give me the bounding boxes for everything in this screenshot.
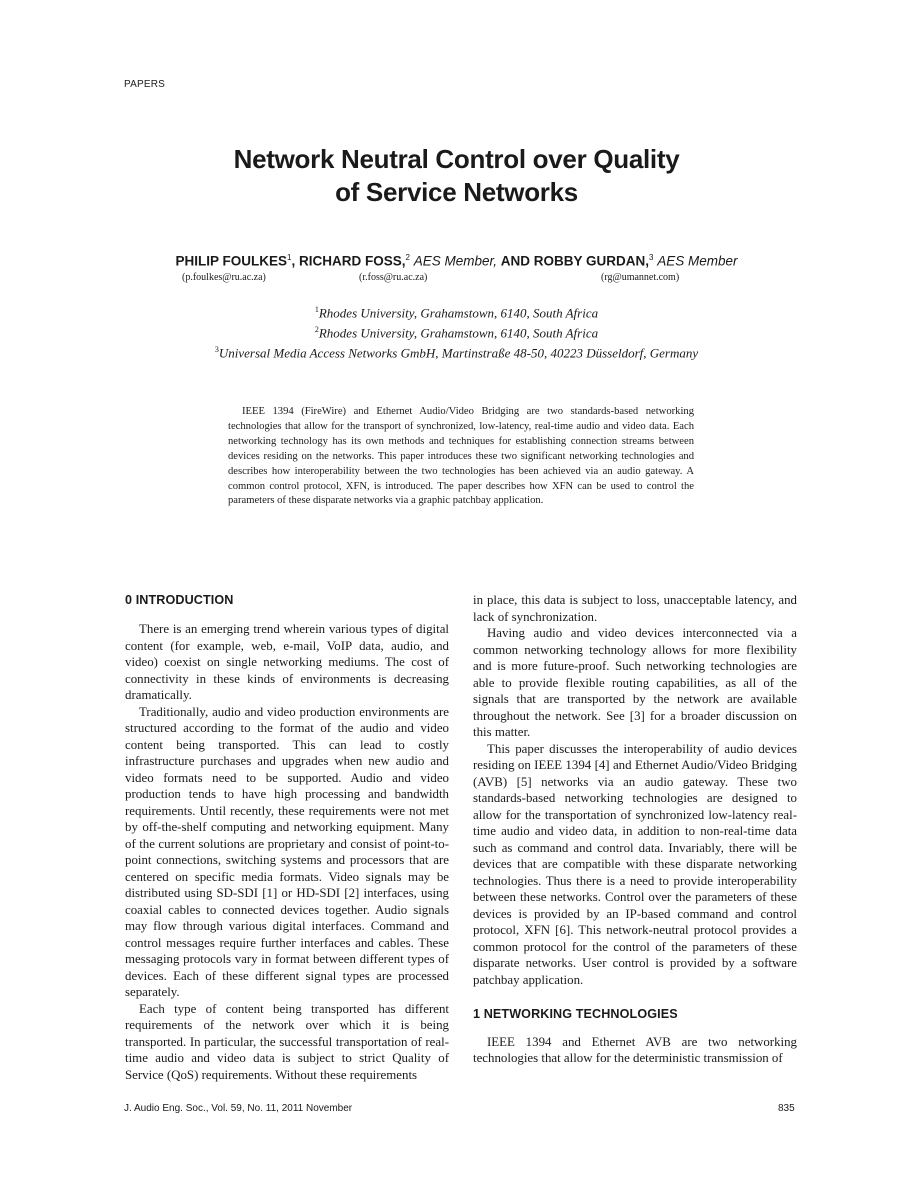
- section-heading-networking: 1 NETWORKING TECHNOLOGIES: [473, 1007, 678, 1021]
- author-line: PHILIP FOULKES$^1$, RICHARD FOSS,$^2$ AES Member, AND ROBBY GURDAN,$^3$ AES Member: [175, 253, 738, 269]
- intro-paragraph: Having audio and video devices interconnected via a common networking technology allows for more flexibility and is more future-proof. Such networking technologies are able to provide flexible routing capabilities, as all of the signals that are transported by the network are available throughout the network. See [3] for a broader discussion on this matter.: [473, 626, 797, 739]
- author-3-name: ROBBY GURDAN,: [533, 253, 650, 269]
- affiliation-2: $^2$Rhodes University, Grahamstown, 6140, South Africa: [314, 324, 599, 341]
- author-2-name: RICHARD FOSS,: [298, 253, 406, 269]
- intro-continuation: in place, this data is subject to loss, unacceptable latency, and lack of synchronization.: [473, 593, 797, 624]
- affiliation-1: $^1$Rhodes University, Grahamstown, 6140, South Africa: [314, 305, 599, 321]
- affiliations: [0, 302, 913, 361]
- author-2-sup: 2: [405, 253, 410, 262]
- affiliation-3: $^3$Universal Media Access Networks GmbH, Martinstraße 48-50, 40223 Düsseldorf, Germany: [214, 344, 699, 360]
- right-column: [473, 592, 797, 1067]
- intro-paragraph: Each type of content being transported has different requirements of the network over which it is being transported. In particular, the successful transportation of real-time audio and video data is subject to strict Quality of Service (QoS) requirements. Without these requirements: [125, 1001, 449, 1082]
- intro-paragraph: There is an emerging trend wherein various types of digital content (for example, web, e-mail, VoIP data, audio, and video) coexist on single networking mediums. The cost of connectivity in these kinds of environments is decreasing dramatically.: [125, 622, 449, 702]
- author-3-role: AES Member: [657, 253, 738, 269]
- author-2-role: AES Member,: [413, 253, 497, 269]
- author-1-name: PHILIP FOULKES: [175, 253, 287, 269]
- author-1-email: (p.foulkes@ru.ac.za): [182, 272, 266, 283]
- abstract: IEEE 1394 (FireWire) and Ethernet Audio/Video Bridging are two standards-based networking technologies that allow for the transport of synchronized, low-latency, real-time audio and video data. Each networking technology has its own methods and techniques for establishing connection streams between devices residing on the networks. This paper introduces these two significant networking technologies and describes how interoperability between the two technologies has been achieved via an audio gateway. A common control protocol, XFN, is introduced. The paper describes how XFN can be used to control the parameters of these disparate networks via a graphic patchbay application.: [228, 406, 694, 507]
- section-heading-introduction: 0 INTRODUCTION: [125, 593, 234, 607]
- intro-paragraph: Traditionally, audio and video production environments are structured according to the format of the audio and video content being transported. This can lead to costly infrastructure purchases and upgrades when new audio and video formats need to be supported. Audio and video production tends to have high processing and bandwidth requirements. Until recently, these requirements were not met by off-the-shelf computing and networking equipment. Many of the current solutions are proprietary and consist of point-to-point connections, switching systems and processors that are centered on specific media formats. Video signals may be distributed using SD-SDI [1] or HD-SDI [2] interfaces, using coaxial cables to connected devices together. Audio signals may flow through various digital interfaces. Command and control messages require further interfaces and cables. These messaging protocols vary in format between different types of devices. Each of these different signal types are processed separately.: [125, 704, 449, 999]
- author-and: AND: [500, 253, 530, 269]
- footer-citation: J. Audio Eng. Soc., Vol. 59, No. 11, 2011 November: [124, 1103, 353, 1114]
- author-3-email: (rg@umannet.com): [601, 272, 680, 283]
- paper-title: [0, 143, 913, 209]
- author-2-email: (r.foss@ru.ac.za): [359, 272, 428, 283]
- title-line-2: of Service Networks: [335, 177, 578, 207]
- running-head: PAPERS: [124, 79, 166, 90]
- author-3-sup: 3: [649, 253, 654, 262]
- networking-paragraph: IEEE 1394 and Ethernet AVB are two networking technologies that allow for the deterministic transmission of: [473, 1034, 797, 1065]
- page-number: 835: [778, 1103, 795, 1114]
- left-column: [125, 592, 449, 1083]
- author-1-sup: 1: [286, 253, 292, 262]
- intro-paragraph: This paper discusses the interoperability of audio devices residing on IEEE 1394 [4] and Ethernet Audio/Video Bridging (AVB) [5] networks via an audio gateway. These two standards-based networking technologies are designed to allow for the transportation of synchronized low-latency real-time audio and video data, in addition to non-real-time data such as command and control data. Invariably, there will be devices that are compatible with these disparate networking technologies. Thus there is a need to provide interoperability between these networks. Control over the parameters of these devices is provided by an IP-based command and control protocol, XFN [6]. This network-neutral protocol provides a common protocol for the control of the parameters of these disparate networks. User control is provided by a software patchbay application.: [473, 741, 797, 987]
- title-line-1: Network Neutral Control over Quality: [233, 144, 680, 174]
